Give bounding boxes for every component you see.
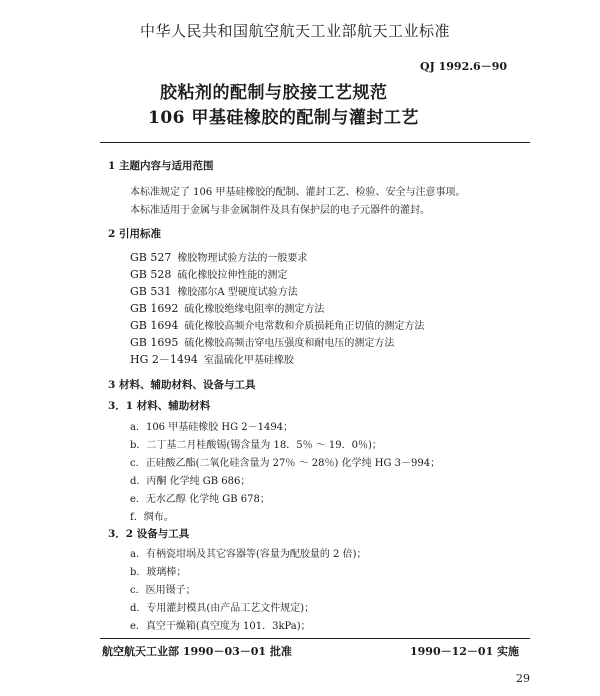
material-item: f．绸布。 (130, 512, 174, 523)
section-3-2-heading: 3．2 设备与工具 (108, 528, 190, 540)
equipment-item: e．真空干燥箱(真空度为 101．3kPa)； (130, 621, 311, 632)
reference-item (130, 351, 294, 367)
reference-item (130, 300, 324, 315)
section-1-paragraph-1: 本标准规定了 106 甲基硅橡胶的配制、灌封工艺、检验、安全与注意事项。 (130, 187, 466, 198)
reference-title: 硫化橡胶高频介电常数和介质损耗角正切值的测定方法 (184, 321, 425, 332)
document-title-line2: 106 甲基硅橡胶的配制与灌封工艺 (148, 108, 419, 128)
material-item: a．106 甲基硅橡胶 HG 2－1494； (130, 422, 294, 433)
page-number: 29 (516, 672, 530, 685)
issuing-organization: 中华人民共和国航空航天工业部航天工业标准 (140, 22, 451, 40)
section-2-heading: 2 引用标准 (108, 228, 161, 240)
reference-title: 橡胶邵尔A 型硬度试验方法 (177, 287, 298, 298)
section-1-heading: 1 主题内容与适用范围 (108, 160, 214, 172)
material-item: d．丙酮 化学纯 GB 686； (130, 476, 251, 487)
section-3-1-heading: 3．1 材料、辅助材料 (108, 400, 211, 412)
section-1-paragraph-2: 本标准适用于金属与非金属制件及具有保护层的电子元器件的灌封。 (130, 205, 430, 216)
material-item: b．二丁基二月桂酸锡(锡含量为 18．5％ ～ 19．0％)； (130, 440, 382, 451)
equipment-item: a．有柄瓷坩埚及其它容器等(容量为配胶量的 2 倍)； (130, 549, 367, 560)
reference-code: GB 531 (130, 285, 172, 298)
reference-code: HG 2－1494 (130, 353, 198, 366)
approval-date: 航空航天工业部 1990－03－01 批准 (102, 645, 292, 658)
reference-item (130, 266, 287, 281)
reference-item (130, 249, 307, 264)
document-title-line1: 胶粘剂的配制与胶接工艺规范 (160, 83, 388, 103)
equipment-item: b．玻璃棒； (130, 567, 187, 578)
reference-code: GB 1694 (130, 319, 179, 332)
reference-item (130, 334, 394, 349)
section-3-heading: 3 材料、辅助材料、设备与工具 (108, 379, 256, 391)
reference-title: 硫化橡胶拉伸性能的测定 (177, 270, 288, 281)
reference-title: 硫化橡胶绝缘电阻率的测定方法 (184, 304, 325, 315)
material-item: c．正硅酸乙酯(二氧化硅含量为 27％ ～ 28％) 化学纯 HG 3－994； (130, 458, 441, 469)
effective-date: 1990－12－01 实施 (410, 645, 520, 658)
reference-code: GB 528 (130, 268, 172, 281)
material-item: e．无水乙醇 化学纯 GB 678； (130, 494, 270, 505)
header-rule (100, 142, 530, 143)
reference-title: 硫化橡胶高频击穿电压强度和耐电压的测定方法 (184, 338, 395, 349)
reference-code: GB 1695 (130, 336, 179, 349)
equipment-item: d．专用灌封模具(由产品工艺文件规定)； (130, 603, 315, 614)
reference-code: GB 527 (130, 251, 172, 264)
equipment-item: c．医用镊子； (130, 585, 196, 596)
reference-title: 橡胶物理试验方法的一般要求 (177, 253, 308, 264)
footer-rule (100, 638, 530, 639)
reference-code: GB 1692 (130, 302, 179, 315)
standard-code: QJ 1992.6－90 (420, 60, 508, 73)
reference-item (130, 317, 424, 332)
reference-title: 室温硫化甲基硅橡胶 (203, 355, 294, 366)
reference-item (130, 283, 298, 298)
